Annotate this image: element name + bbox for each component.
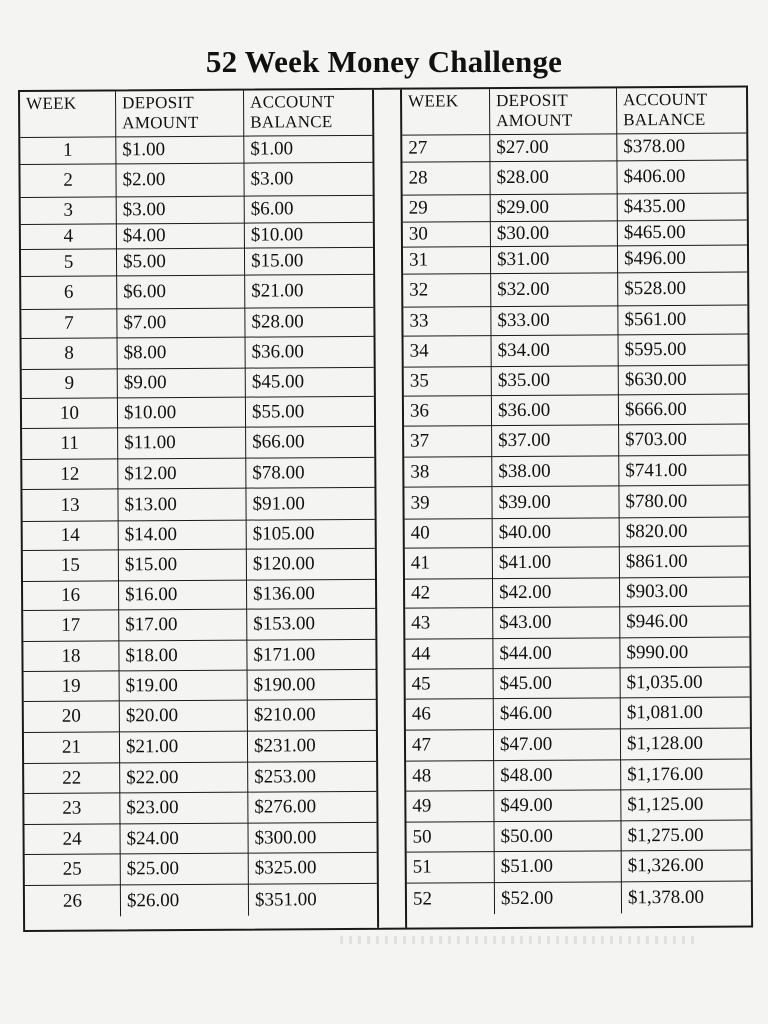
cell-deposit: $21.00: [120, 732, 248, 764]
cell-deposit: $12.00: [118, 459, 246, 490]
cell-balance: $1,275.00: [621, 821, 750, 852]
cell-deposit: $5.00: [117, 249, 245, 277]
cell-week: 37: [404, 426, 492, 458]
header-deposit-line: DEPOSIT: [496, 90, 569, 111]
header-deposit-line: AMOUNT: [496, 110, 573, 131]
cell-balance: $528.00: [618, 273, 747, 307]
cell-week: 17: [23, 610, 119, 642]
cell-deposit: $39.00: [492, 486, 619, 519]
cell-deposit: $35.00: [492, 366, 619, 396]
cell-week: 19: [24, 671, 120, 702]
cell-deposit: $2.00: [116, 164, 244, 198]
cell-deposit: $16.00: [119, 581, 247, 611]
cell-week: 29: [403, 195, 491, 223]
cell-balance: $1.00: [244, 136, 372, 164]
cell-week: 46: [406, 699, 494, 731]
cell-week: 3: [21, 197, 117, 225]
table-right-half: [402, 88, 751, 928]
cell-deposit: $9.00: [118, 369, 246, 399]
cell-deposit: $4.00: [117, 224, 245, 250]
cell-balance: $66.00: [246, 427, 374, 459]
cell-week: 50: [406, 822, 494, 853]
cell-week: 48: [406, 761, 494, 792]
cell-balance: $465.00: [618, 221, 747, 247]
header-deposit-line: DEPOSIT: [122, 92, 195, 113]
cell-balance: $231.00: [248, 731, 376, 763]
cell-deposit: $28.00: [490, 161, 617, 195]
cell-week: 18: [23, 641, 119, 672]
cell-deposit: $48.00: [494, 760, 621, 791]
cell-deposit: $23.00: [120, 793, 248, 825]
cell-week: 45: [406, 669, 494, 700]
cell-deposit: $45.00: [494, 668, 621, 699]
cell-deposit: $44.00: [493, 638, 620, 669]
cell-week: 36: [404, 396, 492, 427]
cell-week: 14: [23, 521, 119, 551]
cell-deposit: $8.00: [118, 338, 246, 370]
cell-deposit: $26.00: [121, 885, 249, 917]
cell-deposit: $13.00: [118, 489, 246, 522]
cell-week: 41: [405, 548, 493, 580]
cell-week: 1: [20, 137, 116, 165]
cell-week: 21: [24, 732, 120, 764]
cell-week: 5: [21, 249, 117, 277]
cell-balance: $28.00: [245, 308, 373, 338]
cell-week: 28: [402, 162, 490, 196]
cell-deposit: $38.00: [492, 456, 619, 487]
cell-deposit: $42.00: [493, 578, 620, 608]
cell-balance: $325.00: [249, 853, 377, 885]
cell-balance: $10.00: [245, 223, 373, 249]
header-deposit: [116, 91, 244, 138]
cell-balance: $190.00: [248, 670, 376, 701]
cell-week: 44: [405, 639, 493, 670]
cell-balance: $1,125.00: [621, 790, 750, 822]
header-balance: [244, 90, 372, 137]
cell-week: 7: [21, 309, 117, 339]
cell-deposit: $52.00: [495, 882, 622, 914]
cell-week: 13: [22, 489, 118, 522]
cell-balance: $820.00: [620, 518, 749, 548]
cell-deposit: $33.00: [491, 306, 618, 336]
cell-deposit: $15.00: [119, 550, 247, 582]
cell-balance: $1,176.00: [621, 760, 750, 791]
cell-balance: $861.00: [620, 547, 749, 579]
cell-balance: $171.00: [247, 640, 375, 671]
cell-deposit: $18.00: [119, 641, 247, 672]
cell-balance: $351.00: [254, 888, 317, 911]
cell-week: 20: [24, 701, 120, 733]
cell-week: 24: [24, 824, 120, 855]
cell-week: 30: [403, 222, 491, 248]
header-balance-line: BALANCE: [623, 109, 706, 130]
cell-deposit: $10.00: [118, 398, 246, 429]
cell-balance: $210.00: [248, 700, 376, 732]
cell-deposit: $29.00: [491, 194, 618, 222]
cell-week: 27: [402, 135, 490, 163]
cell-week: 31: [403, 247, 491, 275]
cell-balance: $300.00: [248, 823, 376, 854]
cell-deposit: $36.00: [492, 395, 619, 426]
page-title: 52 Week Money Challenge: [205, 44, 563, 79]
cell-balance: $406.00: [617, 161, 746, 195]
cell-week: 49: [406, 791, 494, 823]
cell-balance: $666.00: [619, 395, 748, 426]
cell-deposit: $20.00: [120, 701, 248, 733]
cell-week: 6: [21, 276, 117, 310]
cell-balance: $1,378.00: [627, 886, 705, 908]
cell-balance: $153.00: [247, 609, 375, 641]
cell-balance: $1,326.00: [622, 851, 751, 883]
cell-balance: $903.00: [620, 578, 749, 608]
cell-balance: $78.00: [246, 458, 374, 489]
cell-balance: $120.00: [247, 549, 375, 581]
cell-week: 23: [24, 793, 120, 825]
cell-deposit: $17.00: [119, 610, 247, 642]
header-week: WEEK: [20, 91, 116, 138]
cell-balance: $561.00: [618, 306, 747, 336]
cell-deposit: $1.00: [116, 137, 244, 165]
header-balance-line: BALANCE: [250, 112, 333, 132]
cell-week: 10: [22, 398, 118, 429]
cell-balance: $253.00: [248, 762, 376, 793]
cell-week: 26: [25, 885, 121, 917]
cell-balance: $6.00: [245, 196, 373, 224]
cell-deposit: $37.00: [492, 425, 619, 457]
cell-week: 11: [22, 428, 118, 460]
cell-balance: $780.00: [619, 486, 748, 519]
cell-week: 12: [22, 459, 118, 490]
cell-week: 25: [25, 854, 121, 886]
header-balance-line: ACCOUNT: [250, 92, 335, 112]
cell-week: 40: [405, 519, 493, 549]
header-deposit-line: AMOUNT: [122, 112, 199, 133]
cell-balance: $378.00: [617, 134, 746, 162]
cell-deposit: $46.00: [494, 698, 621, 730]
header-balance-line: ACCOUNT: [623, 89, 708, 110]
cell-balance: $21.00: [245, 275, 373, 309]
cell-deposit: $30.00: [491, 221, 618, 247]
cell-balance: $45.00: [246, 368, 374, 398]
cell-deposit: $49.00: [494, 790, 621, 822]
cell-week: 35: [404, 367, 492, 397]
cell-week: 2: [20, 164, 116, 198]
cell-balance: $36.00: [246, 337, 374, 369]
scan-artifact: [340, 936, 700, 944]
header-balance: [617, 88, 746, 135]
cell-week: 33: [403, 307, 491, 337]
cell-week: 16: [23, 581, 119, 611]
cell-deposit: $22.00: [120, 763, 248, 794]
cell-week: 4: [21, 224, 117, 250]
cell-balance: $630.00: [619, 366, 748, 396]
cell-deposit: $40.00: [493, 518, 620, 548]
cell-balance: $496.00: [618, 246, 747, 274]
cell-balance: $105.00: [247, 520, 375, 550]
cell-deposit: $19.00: [120, 671, 248, 702]
cell-balance: $1,128.00: [621, 729, 750, 761]
cell-week: 32: [403, 274, 491, 308]
cell-balance: $91.00: [246, 488, 374, 521]
cell-week: 15: [23, 550, 119, 582]
cell-week: 51: [407, 852, 495, 884]
cell-balance: $276.00: [248, 792, 376, 824]
header-week: WEEK: [402, 89, 490, 136]
cell-balance: $595.00: [619, 335, 748, 367]
cell-week: 43: [405, 608, 493, 640]
cell-deposit: $51.00: [495, 851, 622, 883]
cell-deposit: $14.00: [119, 521, 247, 551]
cell-balance: $946.00: [620, 607, 749, 639]
cell-week: 38: [404, 457, 492, 488]
cell-balance: $136.00: [247, 580, 375, 610]
cell-deposit: $43.00: [493, 607, 620, 639]
cell-deposit: $25.00: [121, 854, 249, 886]
cell-week: 52: [407, 883, 495, 915]
cell-week: 39: [404, 487, 492, 520]
cell-week: 47: [406, 730, 494, 762]
cell-deposit: $41.00: [493, 547, 620, 579]
cell-balance: $990.00: [620, 638, 749, 669]
cell-week: 9: [22, 369, 118, 399]
cell-deposit: $7.00: [117, 309, 245, 339]
cell-balance: $435.00: [618, 194, 747, 222]
cell-deposit: $34.00: [492, 335, 619, 367]
challenge-table: [18, 86, 753, 932]
cell-deposit: $3.00: [117, 197, 245, 225]
cell-deposit: $31.00: [491, 246, 618, 274]
cell-week: 8: [22, 338, 118, 370]
cell-week: 34: [404, 336, 492, 368]
header-deposit: [490, 88, 617, 135]
cell-balance: $741.00: [619, 456, 748, 487]
cell-balance: $703.00: [619, 425, 748, 457]
cell-deposit: $27.00: [490, 134, 617, 162]
cell-deposit: $50.00: [494, 821, 621, 852]
cell-week: 42: [405, 579, 493, 609]
cell-deposit: $6.00: [117, 276, 245, 310]
table-left-half: [20, 90, 379, 930]
cell-deposit: $32.00: [491, 273, 618, 307]
cell-balance: $15.00: [245, 248, 373, 276]
cell-week: 22: [24, 763, 120, 794]
cell-deposit: $47.00: [494, 729, 621, 761]
cell-balance: $1,081.00: [621, 698, 750, 730]
cell-balance: $3.00: [244, 163, 372, 197]
cell-balance: $55.00: [246, 397, 374, 428]
cell-deposit: $11.00: [118, 428, 246, 460]
cell-deposit: $24.00: [120, 824, 248, 855]
cell-balance: $1,035.00: [621, 668, 750, 699]
